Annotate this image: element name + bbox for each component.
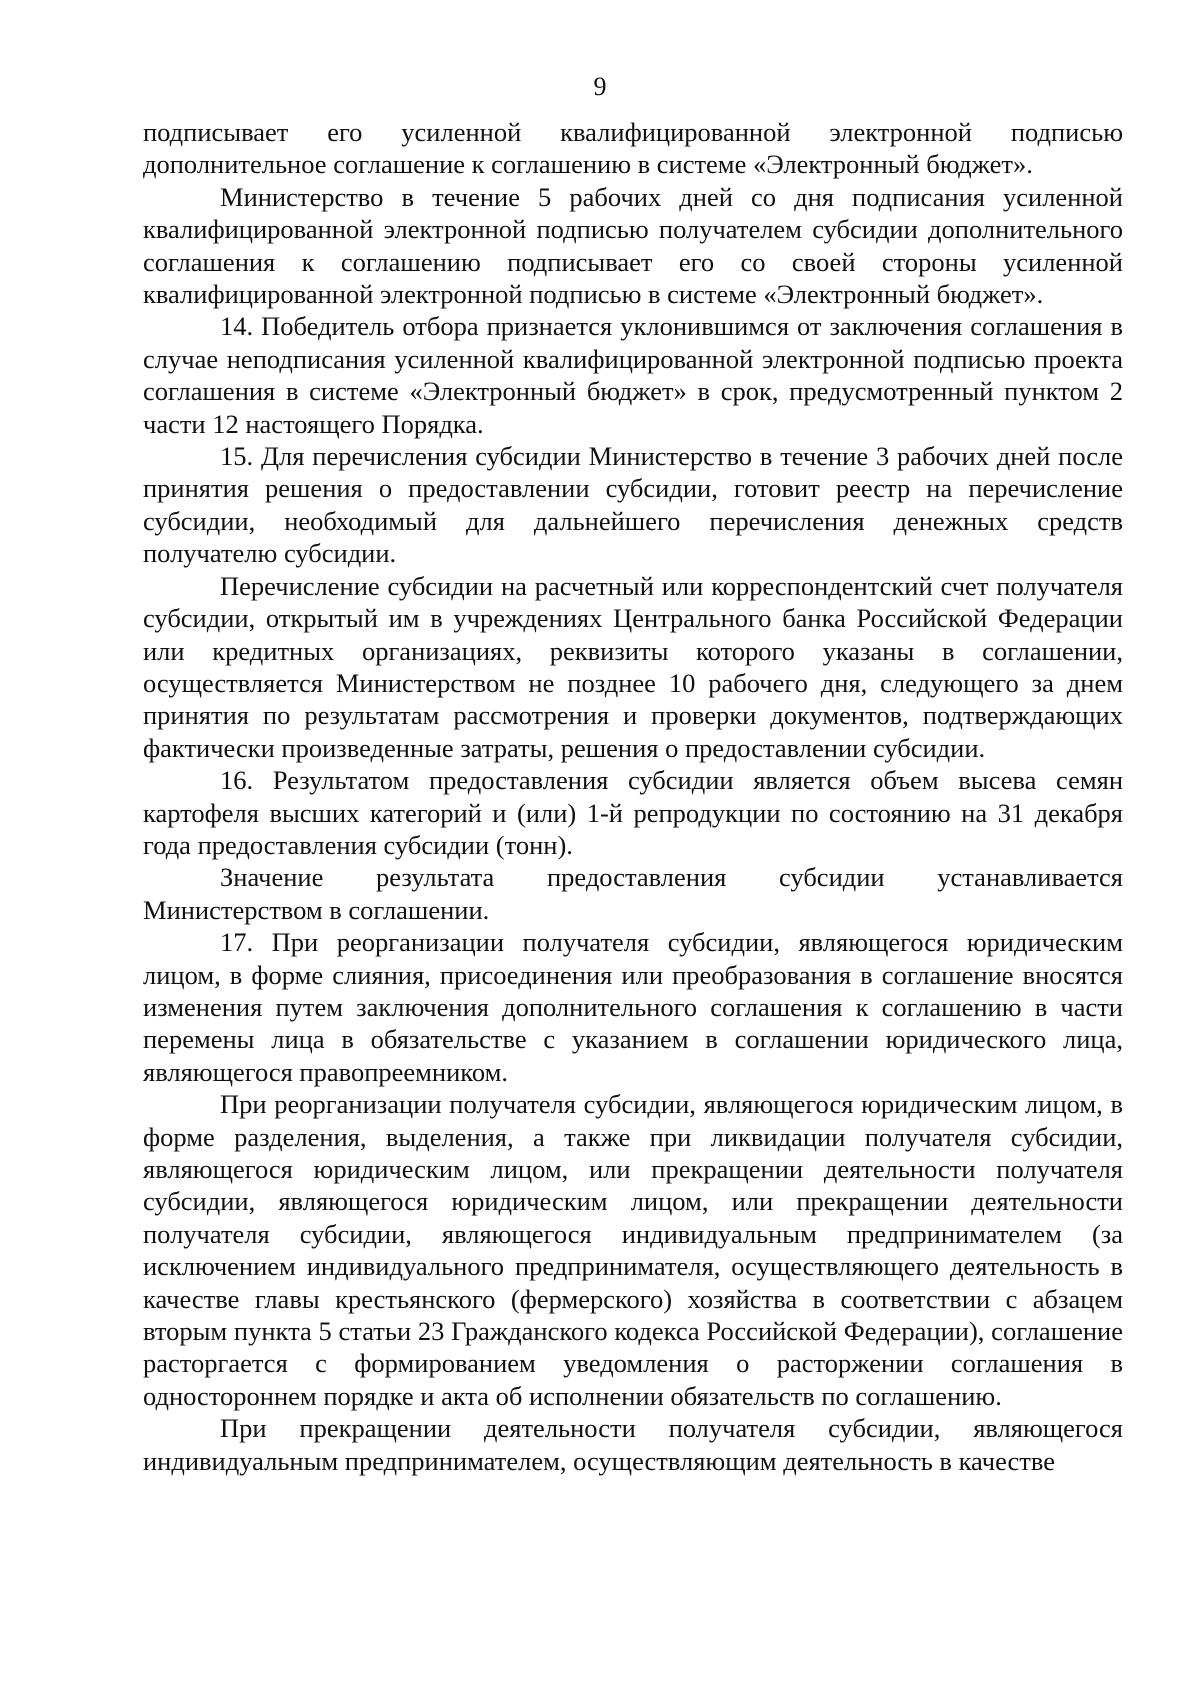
paragraph: При прекращении деятельности получателя субсидии, являющегося индивидуальным предпринимателем, осуществляющим деятельность в качестве [143, 1413, 1123, 1476]
paragraph: подписывает его усиленной квалифицированной электронной подписью дополнительное соглашение к соглашению в системе «Электронный бюджет». [143, 117, 1123, 180]
paragraph: Министерство в течение 5 рабочих дней со дня подписания усиленной квалифицированной электронной подписью получателем субсидии дополнительного соглашения к соглашению подписывает его со своей стороны усиленной квалифицированной электронной подписью в системе «Электронный бюджет». [143, 181, 1123, 310]
paragraph: Перечисление субсидии на расчетный или корреспондентский счет получателя субсидии, открытый им в учреждениях Центрального банка Российской Федерации или кредитных организациях, реквизиты которого указаны в соглашении, осуществляется Министерством не позднее 10 рабочего дня, следующего за днем принятия по результатам рассмотрения и проверки документов, подтверждающих фактически произведенные затраты, решения о предоставлении субсидии. [143, 570, 1123, 763]
paragraph: Значение результата предоставления субсидии устанавливается Министерством в соглашении. [143, 862, 1123, 925]
paragraph: 17. При реорганизации получателя субсидии, являющегося юридическим лицом, в форме слияния, присоединения или преобразования в соглашение вносятся изменения путем заключения дополнительного соглашения к соглашению в части перемены лица в обязательстве с указанием в соглашении юридического лица, являющегося правопреемником. [143, 927, 1123, 1087]
paragraph: 15. Для перечисления субсидии Министерство в течение 3 рабочих дней после принятия решения о предоставлении субсидии, готовит реестр на перечисление субсидии, необходимый для дальнейшего перечисления денежных средств получателю субсидии. [143, 441, 1123, 569]
paragraph: 16. Результатом предоставления субсидии является объем высева семян картофеля высших категорий и (или) 1-й репродукции по состоянию на 31 декабря года предоставления субсидии (тонн). [143, 765, 1123, 860]
document-body [143, 116, 1123, 1477]
page-number: 9 [593, 72, 607, 101]
paragraph: При реорганизации получателя субсидии, являющегося юридическим лицом, в форме разделения, выделения, а также при ликвидации получателя субсидии, являющегося юридическим лицом, или прекращении деятельности получателя субсидии, являющегося юридическим лицом, или прекращении деятельности получателя субсидии, являющегося индивидуальным предпринимателем (за исключением индивидуального предпринимателя, осуществляющего деятельность в качестве главы крестьянского (фермерского) хозяйства в соответствии с абзацем вторым пункта 5 статьи 23 Гражданского кодекса Российской Федерации), соглашение расторгается с формированием уведомления о расторжении соглашения в одностороннем порядке и акта об исполнении обязательств по соглашению. [143, 1089, 1123, 1411]
paragraph: 14. Победитель отбора признается уклонившимся от заключения соглашения в случае неподписания усиленной квалифицированной электронной подписью проекта соглашения в системе «Электронный бюджет» в срок, предусмотренный пунктом 2 части 12 настоящего Порядка. [143, 311, 1123, 439]
